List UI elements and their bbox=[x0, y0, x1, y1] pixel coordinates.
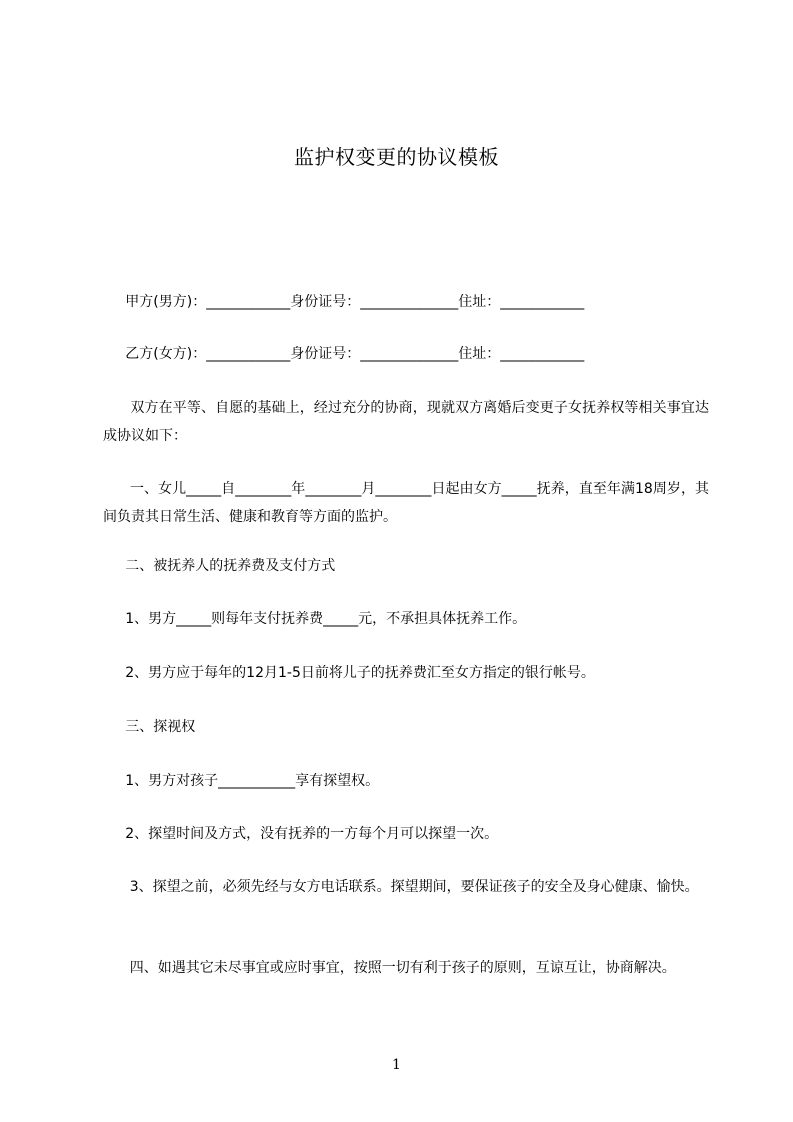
item-2-1-paragraph: 1、男方_____则每年支付抚养费_____元，不承担具体抚养工作。 bbox=[103, 611, 527, 627]
intro-paragraph: 双方在平等、自愿的基础上，经过充分的协商，现就双方离婚后变更子女抚养权等相关事宜达成协议如下： bbox=[103, 400, 710, 444]
party-b-line: 乙方(女方)：____________身份证号：______________住址：____________ bbox=[103, 346, 585, 362]
section-3-heading: 三、探视权 bbox=[103, 719, 196, 735]
section-4-paragraph: 四、如遇其它未尽事宜或应时事宜，按照一切有利于孩子的原则，互谅互让，协商解决。 bbox=[103, 960, 676, 976]
document-title: 监护权变更的协议模板 bbox=[294, 145, 499, 169]
section-2-heading: 二、被抚养人的抚养费及支付方式 bbox=[103, 558, 336, 574]
page-number: 1 bbox=[392, 1057, 401, 1073]
item-3-1-paragraph: 1、男方对孩子___________享有探望权。 bbox=[103, 773, 380, 789]
party-a-line: 甲方(男方)：____________身份证号：______________住址：____________ bbox=[103, 294, 585, 310]
item-3-3-paragraph: 3、探望之前，必须先经与女方电话联系。探望期间，要保证孩子的安全及身心健康、愉快。 bbox=[103, 879, 699, 895]
clause-1-paragraph: 一、女儿_____自________年________月________日起由女方_____抚养，直至年满18周岁，其间负责其日常生活、健康和教育等方面的监护。 bbox=[103, 481, 709, 525]
item-2-2-paragraph: 2、男方应于每年的12月1-5日前将儿子的抚养费汇至女方指定的银行帐号。 bbox=[103, 665, 595, 681]
item-3-2-paragraph: 2、探望时间及方式，没有抚养的一方每个月可以探望一次。 bbox=[103, 826, 499, 842]
